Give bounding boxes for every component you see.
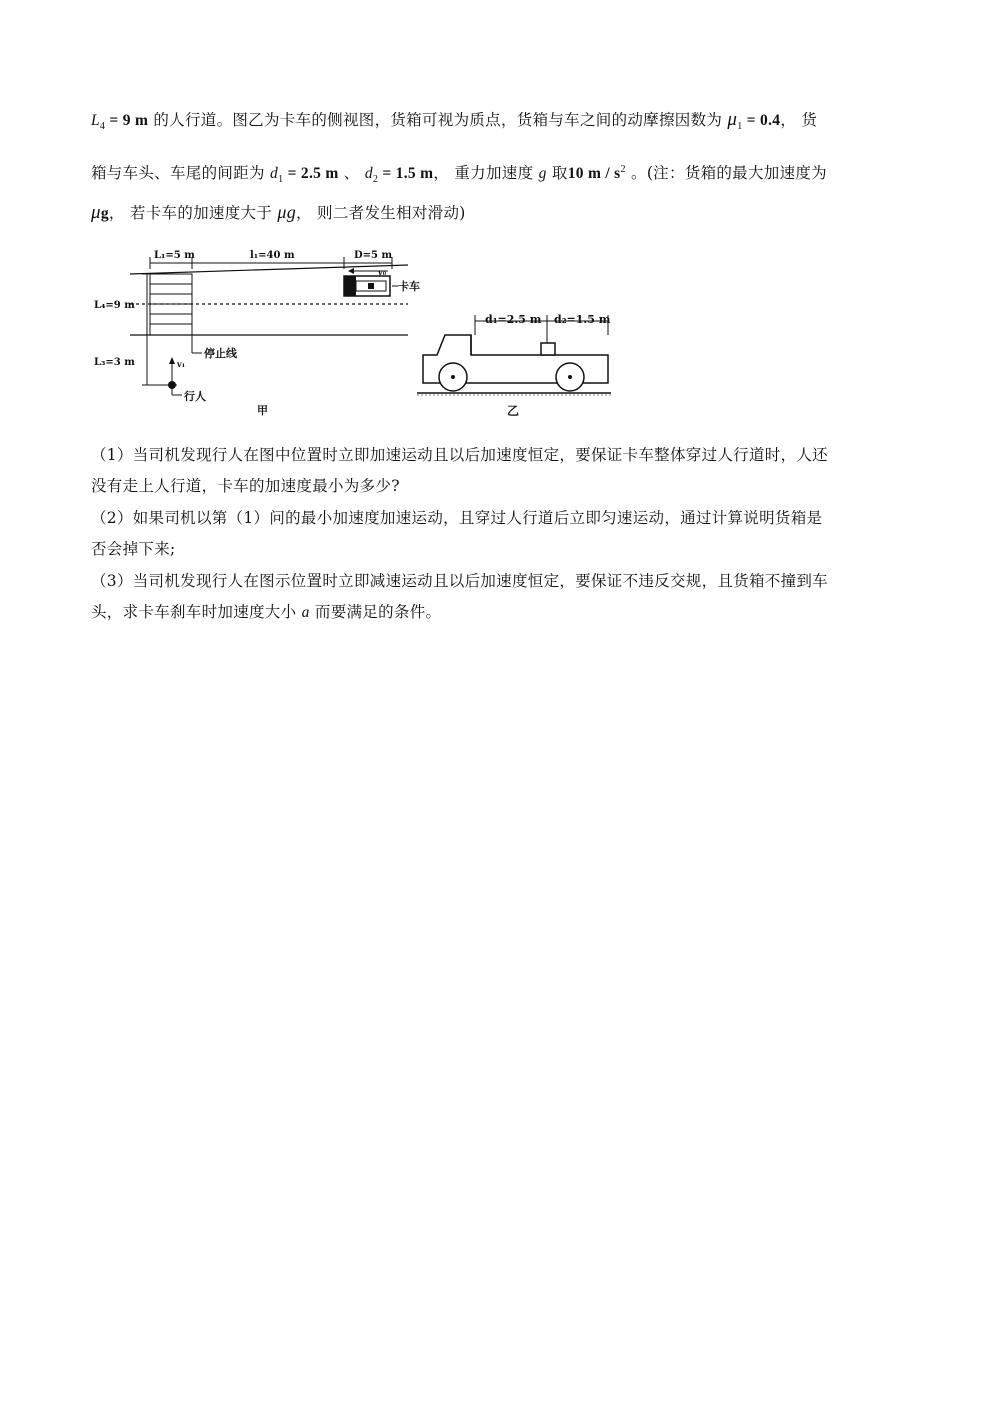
question-2-line-2: 否会掉下来; (91, 540, 176, 558)
label-d2: d₂=1.5 m (554, 313, 611, 326)
question-3-line-1: （3）当司机发现行人在图示位置时立即减速运动且以后加速度恒定，要保证不违反交规，且货箱不撞到车 (91, 572, 828, 590)
question-3-text-b: 而要满足的条件。 (309, 603, 442, 621)
intro-text-1: 的人行道。图乙为卡车的侧视图，货箱可视为质点，货箱与车之间的动摩擦因数为 (148, 111, 728, 129)
intro-text-7: ， 若卡车的加速度大于 (108, 204, 278, 222)
question-3-text-a: 头，求卡车刹车时加速度大小 (91, 603, 302, 621)
value-L4: = 9 m (105, 112, 149, 129)
label-L4: L₄=9 m (94, 300, 135, 311)
intro-sep: 、 (338, 164, 365, 182)
label-D: D=5 m (354, 250, 393, 261)
truck-icon (344, 268, 398, 296)
var-d2-sub: 2 (372, 174, 379, 186)
var-mu: μ (91, 202, 101, 223)
label-l1: l₁=40 m (250, 250, 295, 261)
question-1-line-2: 没有走上人行道，卡车的加速度最小为多少? (91, 477, 400, 495)
var-d1: d (270, 165, 279, 182)
figure-yi-truck-side-view (415, 305, 615, 420)
intro-text-3: 箱与车头、车尾的间距为 (91, 164, 271, 182)
var-mu1: μ (727, 109, 738, 130)
intro-text-6: 。(注：货箱的最大加速度为 (625, 164, 827, 182)
value-g-sup: 2 (620, 163, 626, 175)
var-mug: μg (277, 202, 297, 222)
truck-side-icon (423, 335, 608, 391)
figure-jia-road-diagram (92, 243, 420, 418)
intro-line-2 (91, 161, 827, 185)
var-L4-sub: 4 (99, 121, 106, 133)
var-g: g (538, 165, 547, 182)
value-mu1: = 0.4 (742, 112, 781, 129)
label-d1: d₁=2.5 m (485, 313, 542, 326)
value-g: 10 m / s (567, 165, 621, 182)
var-L4: L (91, 112, 100, 129)
var-g-bold: g (100, 205, 109, 222)
value-d2: = 1.5 m (378, 165, 434, 182)
intro-text-2: ， 货 (780, 111, 818, 129)
caption-jia: 甲 (257, 404, 268, 417)
label-v1: v₁ (177, 359, 186, 369)
intro-text-8: ， 则二者发生相对滑动) (296, 204, 466, 222)
label-stopline: 停止线 (204, 347, 237, 360)
var-d2: d (364, 165, 373, 182)
intro-text-4: ， 重力加速度 (433, 164, 539, 182)
value-d1: = 2.5 m (283, 165, 339, 182)
caption-yi: 乙 (507, 404, 520, 418)
question-2-line-1: （2）如果司机以第（1）问的最小加速度加速运动，且穿过人行道后立即匀速运动，通过计算说明货箱是 (91, 509, 823, 527)
var-mu1-sub: 1 (737, 121, 743, 133)
var-a: a (301, 604, 310, 621)
label-v0: v₀ (378, 267, 387, 277)
question-3-line-2 (91, 600, 441, 622)
question-1-line-1: （1）当司机发现行人在图中位置时立即加速运动且以后加速度恒定，要保证卡车整体穿过人行道时，人还 (91, 446, 828, 464)
label-pedestrian: 行人 (184, 390, 206, 403)
intro-line-1 (91, 108, 817, 132)
var-d1-sub: 1 (278, 174, 284, 186)
intro-text-5: 取 (546, 164, 568, 182)
label-L1: L₁=5 m (154, 250, 195, 261)
label-L3: L₃=3 m (94, 357, 135, 368)
intro-line-3 (91, 201, 466, 224)
label-truck: 卡车 (398, 280, 420, 293)
